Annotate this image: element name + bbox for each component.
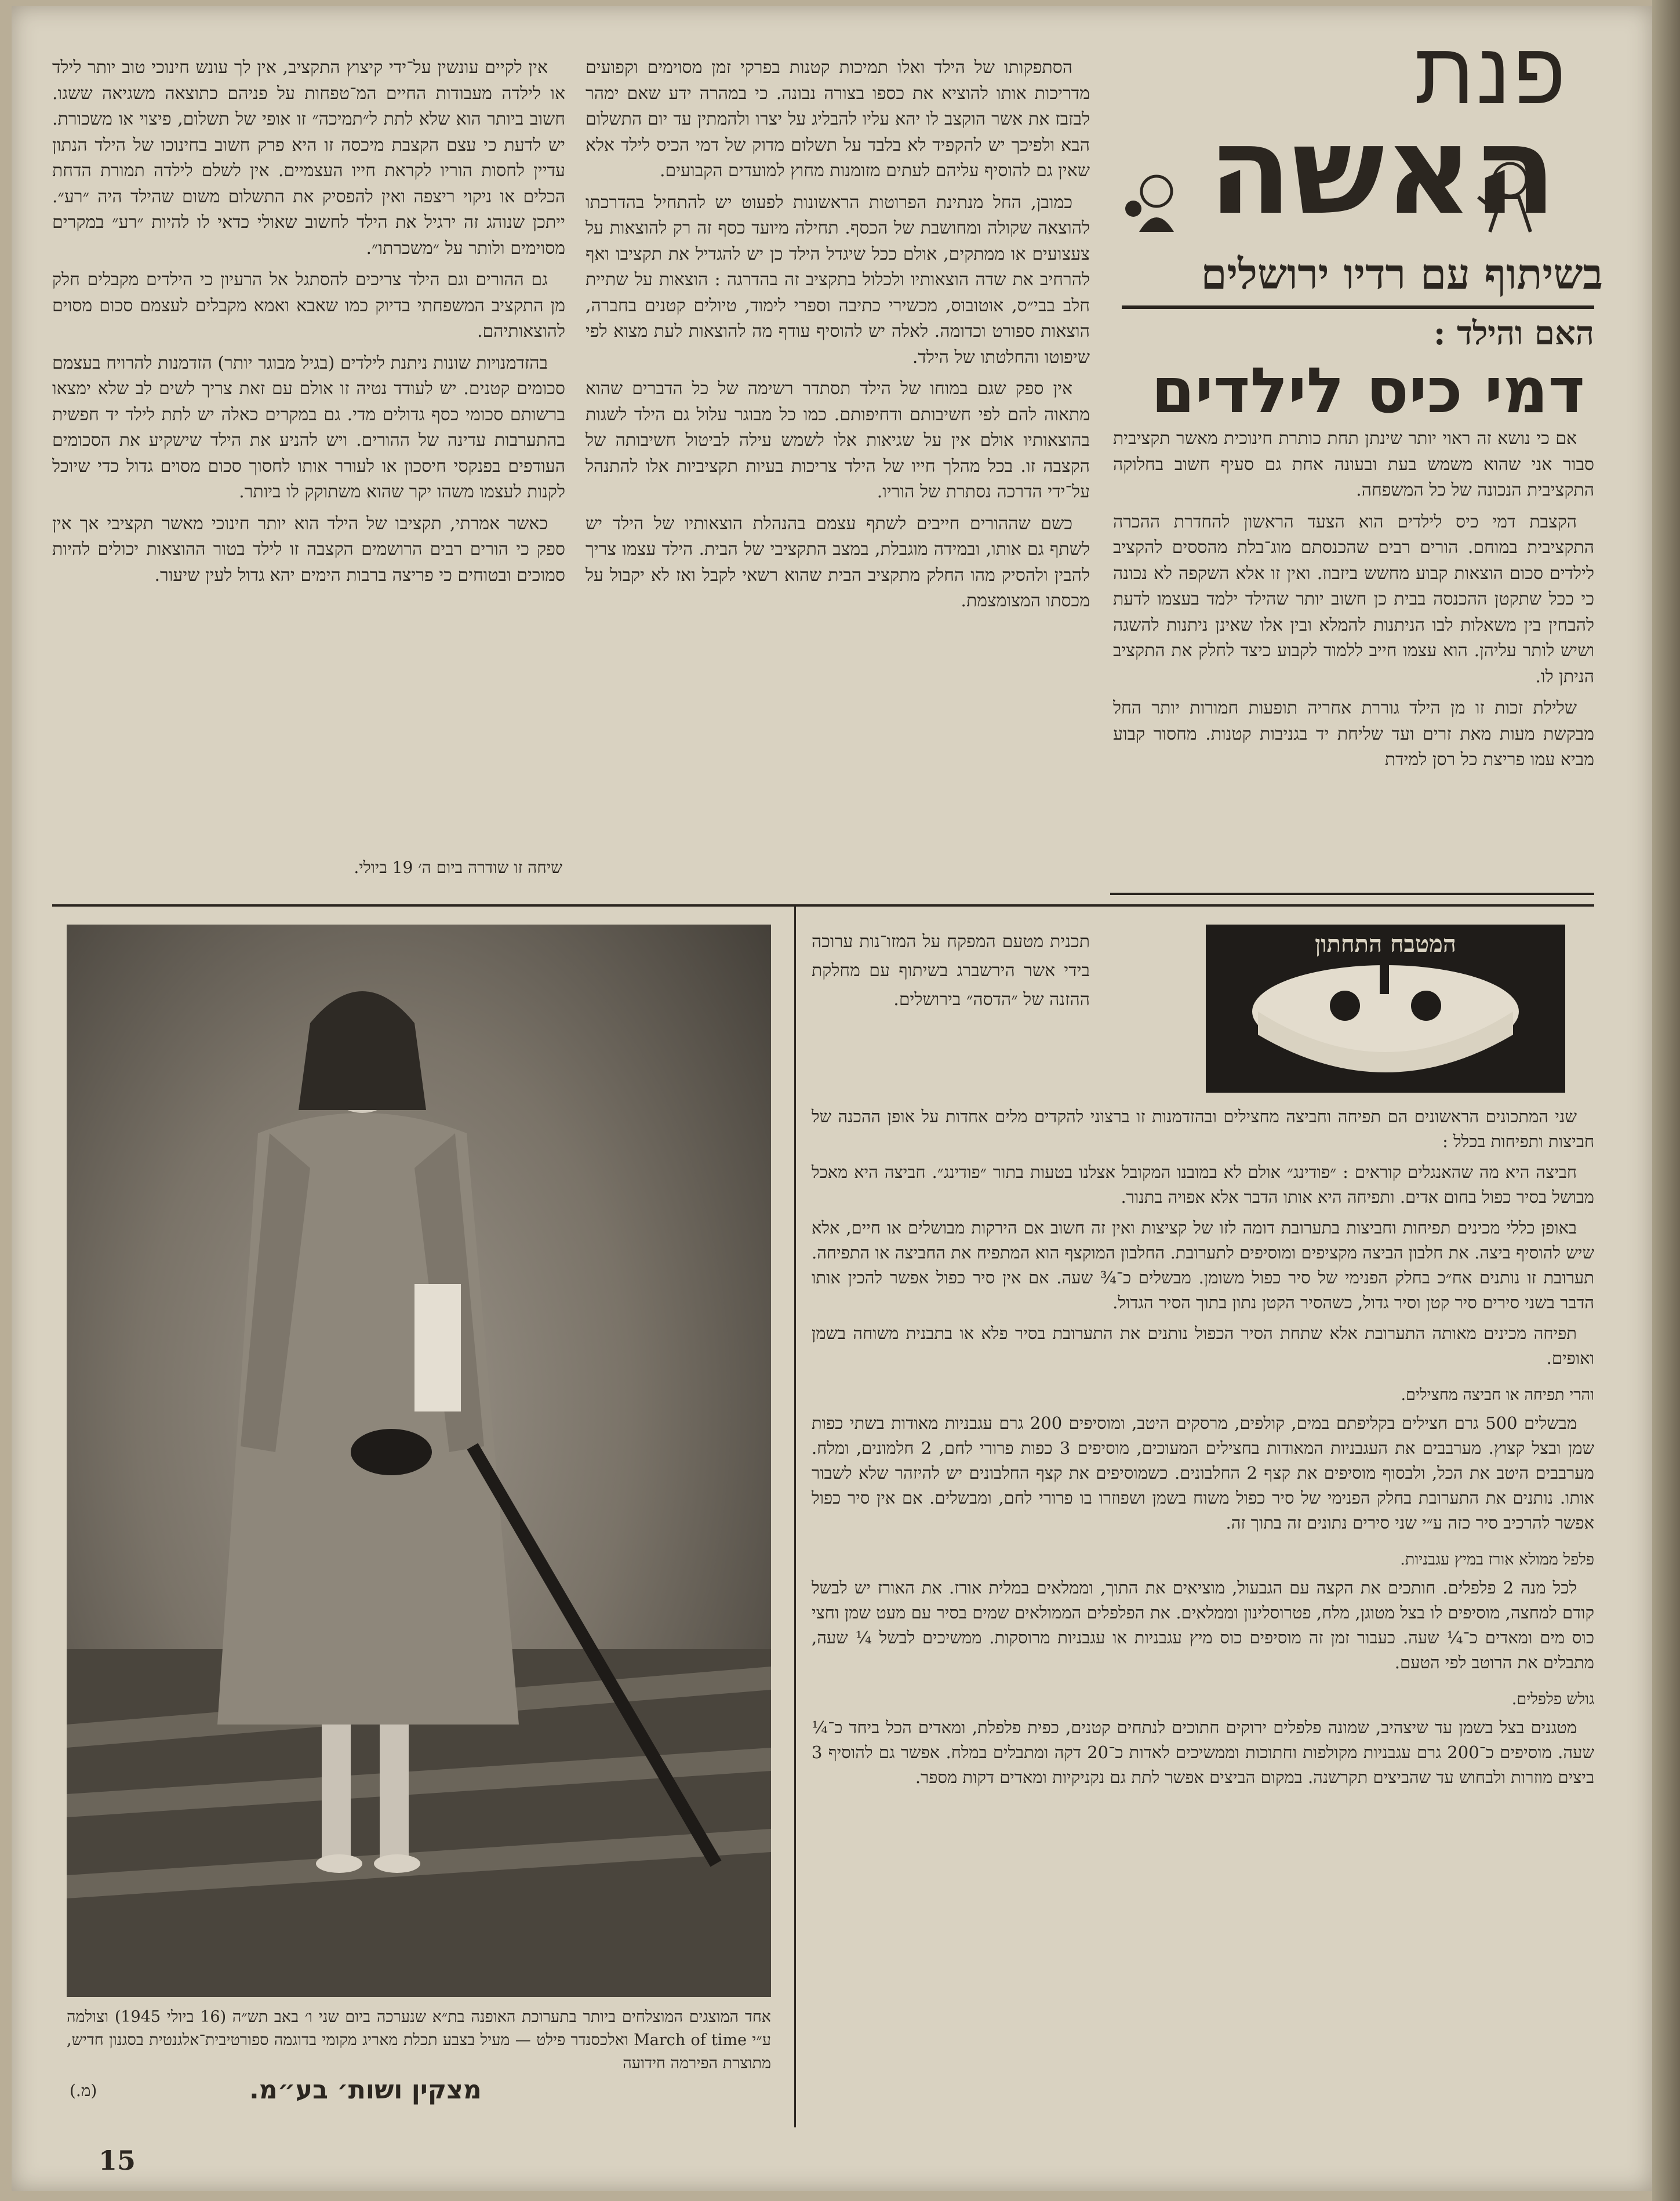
column-divider xyxy=(794,904,796,2127)
photo-credit: מצקין ושות׳ בע״מ. xyxy=(249,2075,482,2105)
broadcast-note: שיחה זו שודרה ביום ה׳ 19 ביולי. xyxy=(354,858,562,877)
article-column-middle xyxy=(586,55,1090,890)
recipe-heading: והרי תפיחה או חביצה מחצילים. xyxy=(1401,1386,1594,1404)
recipe-text: לכל מנה 2 פלפלים. חותכים את הקצה עם הגבעול, מוציאים את התוך, וממלאים במלית אורז. את האורז יש לבשל קודם למחצה, מוסיפים לו בצל מטוגן, מלח, פטרוסלינון וממלאים. את הפלפלים הממולאים שמים בסיר עם מעט שמן וחצי כוס מים ומאדים כ־¼ שעה. כעבור זמן זה מוסיפים כוס מיץ עגבניות או עגבניות מרוסקות. ממשיכים לבשל ¼ שעה, מתבלים את הרוטב לפי הטעם. xyxy=(812,1578,1594,1672)
fashion-photo xyxy=(67,925,771,1997)
recipe-text: מבשלים 500 גרם חצילים בקליפתם במים, קולפים, מרסקים היטב, ומוסיפים 200 גרם עגבניות מאודות בשתי כפות שמן ובצל קצוץ. מערבבים את העגבניות המאודות בחצילים המעוכים, מוסיפים 3 כפות פרורי לחם, 2 חלמונים, ומלח. מערבבים היטב את הכל, ולבסוף מוסיפים את קצף 2 החלבונים. כשמוסיפים את קצף החלבונים יש להיזהר שלא לשבור אותו. נותנים את התערובת בחלק הפנימי של סיר כפול משוח בשמן ושפוזרו בו פרורי לחם, ומבשלים. אם אין סיר כפול אפשר להרכיב סיר כזה ע״י שני סירים נתונים זה בתוך זה. xyxy=(812,1413,1594,1533)
baby-illustration-icon xyxy=(1470,157,1551,238)
paragraph: הקצבת דמי כיס לילדים הוא הצעד הראשון להחדרת ההכרה התקציבית במוחם. הורים רבים שהכנסתם מוג־בלת מהססים להקציב לילדים סכום הוצאות קבוע מחשש ביזבוז. ואין זו אלא השקפה לא נכונה כי ככל שתקטן ההכנסה בבית כן חשוב יותר שהילד ילמד בעצמו לדעת להבחין בין משאלות לבו הניתנות להמלא ובין אלו שאינן ניתנות להשגה ושיש לותר עליהן. הוא עצמו חייב ללמוד לקבוע כיצד לחלק את התקציב הניתן לו. xyxy=(1113,511,1594,687)
section-divider xyxy=(52,904,1594,907)
section-title-big: האשה xyxy=(1208,100,1557,242)
masthead-rule xyxy=(1122,305,1594,309)
paragraph: אין ספק שגם במוחו של הילד תסתדר רשימה של כל הדברים שהוא מתאוה להם לפי חשיבותם ודחיפותם. כמו כל מבוגר עלול גם הילד לשגות בהוצאותיו אולם אין על שגיאות אלו לשמש עילה לביטול חשיבותה של הקצבה זו. בכל מהלך חייו של הילד צריכות בעיות תקציביות אלו להתנהל על־ידי הדרכה נסתרת של הוריו. xyxy=(586,379,1090,502)
paragraph: הסתפקותו של הילד ואלו תמיכות קטנות בפרקי זמן מסוימים וקפועים מדריכות אותו להוציא את כספו בצורה נבונה. כי במהרה ידע שאם ימהר לבזבז את אשר הוקצב לו יהא עליו להבליג על יצרו ולהמתין עד יום התשלום הבא ולפיכך יש להקפיד לא בלבד על תשלום מדוק של דמי הכיס לילד אלא שאין גם להוסיף עליהם לעתים מזומנות מחוץ למועדים הקבועים. xyxy=(586,57,1090,181)
recipes-body xyxy=(812,1104,1594,2124)
recipes-logo-text: המטבח התחתון xyxy=(1315,930,1456,958)
article-column-right xyxy=(1113,426,1594,901)
paragraph: אם כי נושא זה ראוי יותר שינתן תחת כותרת חינוכית מאשר תקציבית סבור אני שהוא משמש בעת ובעונה אחת גם סעיף חשוב בחלוקה התקציבית הנכונה של כל המשפחה. xyxy=(1113,428,1594,500)
paragraph: כמובן, החל מנתינת הפרוטות הראשונות לפעוט יש להתחיל בהדרכתו להוצאה שקולה ומחושבת של הכסף. תחילה מיועד כסף זה רק להוצאות על צעצועים או ממתקים, אולם ככל שיגדל הילד כן יש להגדיל את תקציבו ואף להרחיב את שדה הוצאותיו ולכלול בתקציב זה בהדרגה : הוצאות על שתיית חלב בבי״ס, אוטובוס, מכשירי כתיבה וספרי לימוד, טיולים קטנים בחברה, הוצאות ספורט וכדומה. לאלה יש להוסיף עודף מה להוצאות לעת מצוא לפי שיפוטו והחלטתו של הילד. xyxy=(586,192,1090,368)
credit-mark: (מ.) xyxy=(70,2081,97,2100)
paragraph: שני המתכונים הראשונים הם תפיחה וחביצה מחצילים ובהזדמנות זו ברצוני להקדים מלים אחדות על אופן ההכנה של חביצות ותפיחות בכלל : xyxy=(812,1107,1594,1151)
column-end-rule xyxy=(1110,893,1594,895)
masthead xyxy=(1110,23,1603,299)
article-rubric: האם והילד : xyxy=(1433,314,1594,352)
paragraph: כשם שההורים חייבים לשתף עצמם בהנהלת הוצאותיו של הילד יש לשתף גם אותו, ובמידה מוגבלת, במצב התקציבי של הבית. הילד עצמו צריך להבין ולהסיק מהו החלק מתקציב הבית שהוא רשאי לקבל ואז לא יקבול על מכסתו המצומצמת. xyxy=(586,513,1090,611)
photo-caption: אחד המוצגים המוצלחים ביותר בתערוכת האופנה בת״א שנערכה ביום שני ו׳ באב תש״ה (16 ביולי 1945) וצולמה ע״י March of time ואלכסנדר פילט — מעיל בצבע תכלת מאריג מקומי בדוגמה ספורטיבית־אלגנטית בסגנון חדיש, מתוצרת הפירמה חידועה xyxy=(67,2008,772,2072)
recipes-intro xyxy=(812,927,1090,1084)
paragraph: שלילת זכות זו מן הילד גוררת אחריה תופעות חמורות יותר החל מבקשת מעות מאת זרים ועד שליחת יד בגניבות קטנות. מחסור קבוע מביא עמו פריצת כל רסן למידת xyxy=(1113,698,1594,770)
collaboration-line: בשיתוף עם רדיו ירושלים xyxy=(1201,249,1603,299)
recipe-heading: גולש פלפלים. xyxy=(1511,1690,1594,1708)
book-spine-shadow xyxy=(1652,0,1680,2201)
recipe-heading: פלפל ממולא אורז במיץ עגבניות. xyxy=(1400,1551,1594,1569)
recipes-intro-text: תכנית מטעם המפקח על המזו־נות ערוכה בידי אשר הירשברג בשיתוף עם מחלקת ההזנה של ״הדסה״ בירושלים. xyxy=(812,932,1090,1010)
section-title-small: פנת xyxy=(1414,23,1568,124)
paragraph: באופן כללי מכינים תפיחות וחביצות בתערובת דומה לזו של קציצות ואין זה חשוב אם הירקות מבושלים או חיים, אלא שיש להוסיף ביצה. את חלבון הביצה מקציפים ומוסיפים לתערובת. החלבון המוקצף הוא המתפיח את החביצה או התפיחה. תערובת זו נותנים אח״כ בחלק הפנימי של סיר כפול משומן. מבשלים כ־¾ שעה. אם אין סיר כפול אפשר להכין אותו הדבר בשני סירים סיר קטן וסיר גדול, כשהסיר הקטן נתון בתוך הסיר הגדול. xyxy=(812,1218,1594,1312)
page-number: 15 xyxy=(99,2145,136,2176)
paragraph: תפיחה מכינים מאותה התערובת אלא שתחת הסיר הכפול נותנים את התערובת בסיר פלא או בתבנית משוחה בשמן ואופים. xyxy=(812,1323,1594,1368)
masthead-illustration-icon xyxy=(1116,168,1197,238)
article-headline: דמי כיס לילדים xyxy=(1151,355,1585,427)
woman-in-coat-illustration xyxy=(67,925,771,1997)
paragraph: בהזדמנויות שונות ניתנת לילדים (בגיל מבוגר יותר) הזדמנות להרויח בעצמם סכומים קטנים. יש לעודד נטיה זו אולם עם זאת צריך לשים לב שלא ימצאו ברשותם סכומי כסף גדולים מדי. גם במקרים כאלה יש לתת לילד יד חפשית בהתערבות עדינה של ההורים. ויש להניע את הילד שישקיע את הסכומים העודפים בפנקסי חיסכון או לעורר אותו לחסוך סכום מסוים גדול כדי שיוכל לקנות לעצמו משהו יקר שהוא משתוקק לו ביותר. xyxy=(52,352,565,502)
paragraph: אין לקיים עונשין על־ידי קיצוץ התקציב, אין לך עונש חינוכי טוב יותר לילד או לילדה מעבודות החיים המ־טפחות על פניהם כתוצאה משגיאה ששגו. חשוב ביותר הוא שלא לתת ל״תמיכה״ זו אופי של תשלום, פיצוי או משכורת. יש לדעת כי עצם הקצבת מיכסה זו היא פרק חשוב בחינוכו של הילד הנתון עדיין לחסות הוריו לקראת חייו העצמיים. אין לשלם לילדה תמורת הדחת הכלים או ניקוי ריצפה ואין להפסיק את התשלום משום שהילד היה ״רע״. ייתכן שנוהג זה ירגיל את הילד לחשוב שאולי כדאי לו להיות ״רע״ במקרים מסוימים ולותר על ״משכרתו״. xyxy=(52,57,565,259)
recipes-logo xyxy=(1206,925,1565,1093)
paragraph: כאשר אמרתי, תקציבו של הילד הוא יותר חינוכי מאשר תקציבי אך אין ספק כי הורים רבים הרושמים הקצבה זו לילד בטור ההוצאות יכולים להיות סמוכים ובטוחים כי פריצה ברבות הימים יהא גדול לעין שיעור. xyxy=(52,513,565,585)
article-column-left xyxy=(52,55,565,855)
recipe-text: מטגנים בצל בשמן עד שיצהיב, שמונה פלפלים ירוקים חתוכים לנתחים קטנים, כפית פלפלת, ומאדים הכל ביחד כ־¼ שעה. מוסיפים כ־200 גרם עגבניות מקולפות וחתוכות וממשיכים לאדות כ־20 דקה ומתבלים במלח. אפשר גם להוסיף 3 ביצים מוזרות ולבחוש עד שהביצים תקרשנה. במקום הביצים אפשר לתת גם נקניקיות ומאדים דקות מספר. xyxy=(812,1718,1594,1787)
paragraph: חביצה היא מה שהאנגלים קוראים : ״פודינג״ אולם לא במובנו המקובל אצלנו בטעות בתור ״פודינג״. חביצה היא מאכל מבושל בסיר כפול בחום אדים. ותפיחה היא אותו הדבר אלא אפויה בתנור. xyxy=(812,1162,1594,1207)
paragraph: גם ההורים וגם הילד צריכים להסתגל אל הרעיון כי הילדים מקבלים חלק מן התקציב המשפחתי בדיוק כמו שאבא ואמא מקבלים לעצמם סכום מסוים להוצאותיהם. xyxy=(52,270,565,341)
